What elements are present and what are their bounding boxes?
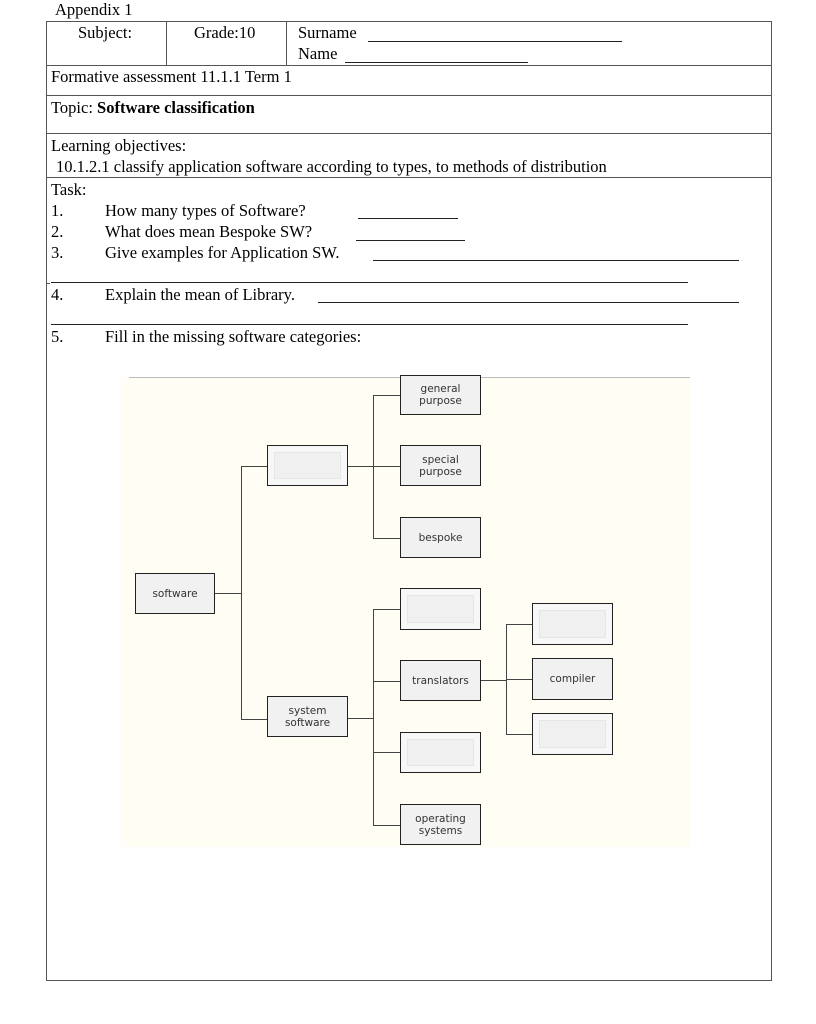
connector: [241, 719, 267, 720]
row-tick: [46, 283, 50, 284]
node-bespoke: bespoke: [400, 517, 481, 558]
cell-divider: [166, 21, 167, 65]
node-blank-system-1[interactable]: [400, 588, 481, 630]
connector: [373, 395, 400, 396]
connector: [373, 752, 400, 753]
row-divider: [46, 177, 771, 178]
answer-field-3[interactable]: [373, 260, 739, 261]
task-question: Fill in the missing software categories:: [105, 327, 362, 346]
answer-field-2[interactable]: [356, 240, 465, 241]
connector: [348, 466, 373, 467]
name-field[interactable]: [345, 62, 528, 63]
task-num: 5.: [51, 327, 64, 346]
node-system-software: system software: [267, 696, 348, 737]
connector: [480, 680, 506, 681]
appendix-title: Appendix 1: [55, 0, 133, 19]
task-question: Explain the mean of Library.: [105, 285, 295, 304]
software-classification-diagram: [121, 377, 690, 847]
answer-field-4[interactable]: [318, 302, 739, 303]
node-general-purpose: general purpose: [400, 375, 481, 415]
row-divider: [46, 95, 771, 96]
task-num: 2.: [51, 222, 64, 241]
connector: [348, 718, 373, 719]
topic: [51, 98, 255, 118]
node-blank-translator-1[interactable]: [532, 603, 613, 645]
node-blank-translator-2[interactable]: [532, 713, 613, 755]
topic-label: Topic:: [51, 98, 98, 117]
task-question: How many types of Software?: [105, 201, 306, 220]
grade-label: Grade:10: [194, 23, 256, 42]
connector: [373, 825, 400, 826]
subject-label: Subject:: [78, 23, 133, 42]
task-num: 3.: [51, 243, 64, 262]
node-translators: translators: [400, 660, 481, 701]
objectives-label: Learning objectives:: [51, 136, 187, 155]
assessment-title: Formative assessment 11.1.1 Term 1: [51, 67, 292, 86]
connector: [506, 734, 532, 735]
answer-field-1[interactable]: [358, 218, 458, 219]
node-operating-systems: operating systems: [400, 804, 481, 845]
name-label: Name: [298, 44, 338, 63]
surname-field[interactable]: [368, 41, 622, 42]
node-special-purpose: special purpose: [400, 445, 481, 486]
connector: [241, 466, 242, 719]
connector: [373, 538, 400, 539]
task-num: 1.: [51, 201, 64, 220]
objectives-text: 10.1.2.1 classify application software according to types, to methods of distribution: [56, 157, 607, 176]
task-question: What does mean Bespoke SW?: [105, 222, 313, 241]
task-label: Task:: [51, 180, 87, 199]
connector: [373, 609, 374, 825]
task-num: 4.: [51, 285, 64, 304]
connector: [215, 593, 241, 594]
connector: [373, 466, 400, 467]
row-divider: [46, 133, 771, 134]
answer-field-3b[interactable]: [51, 282, 688, 283]
node-compiler: compiler: [532, 658, 613, 700]
task-question: Give examples for Application SW.: [105, 243, 340, 262]
connector: [241, 466, 267, 467]
cell-divider: [286, 21, 287, 65]
connector: [506, 679, 532, 680]
node-software: software: [135, 573, 215, 614]
surname-label: Surname: [298, 23, 357, 42]
answer-field-4b[interactable]: [51, 324, 688, 325]
row-divider: [46, 65, 771, 66]
connector: [506, 624, 532, 625]
connector: [373, 609, 400, 610]
node-blank-system-2[interactable]: [400, 732, 481, 773]
node-blank-application[interactable]: [267, 445, 348, 486]
connector: [373, 681, 400, 682]
topic-value: Software classification: [97, 98, 255, 117]
